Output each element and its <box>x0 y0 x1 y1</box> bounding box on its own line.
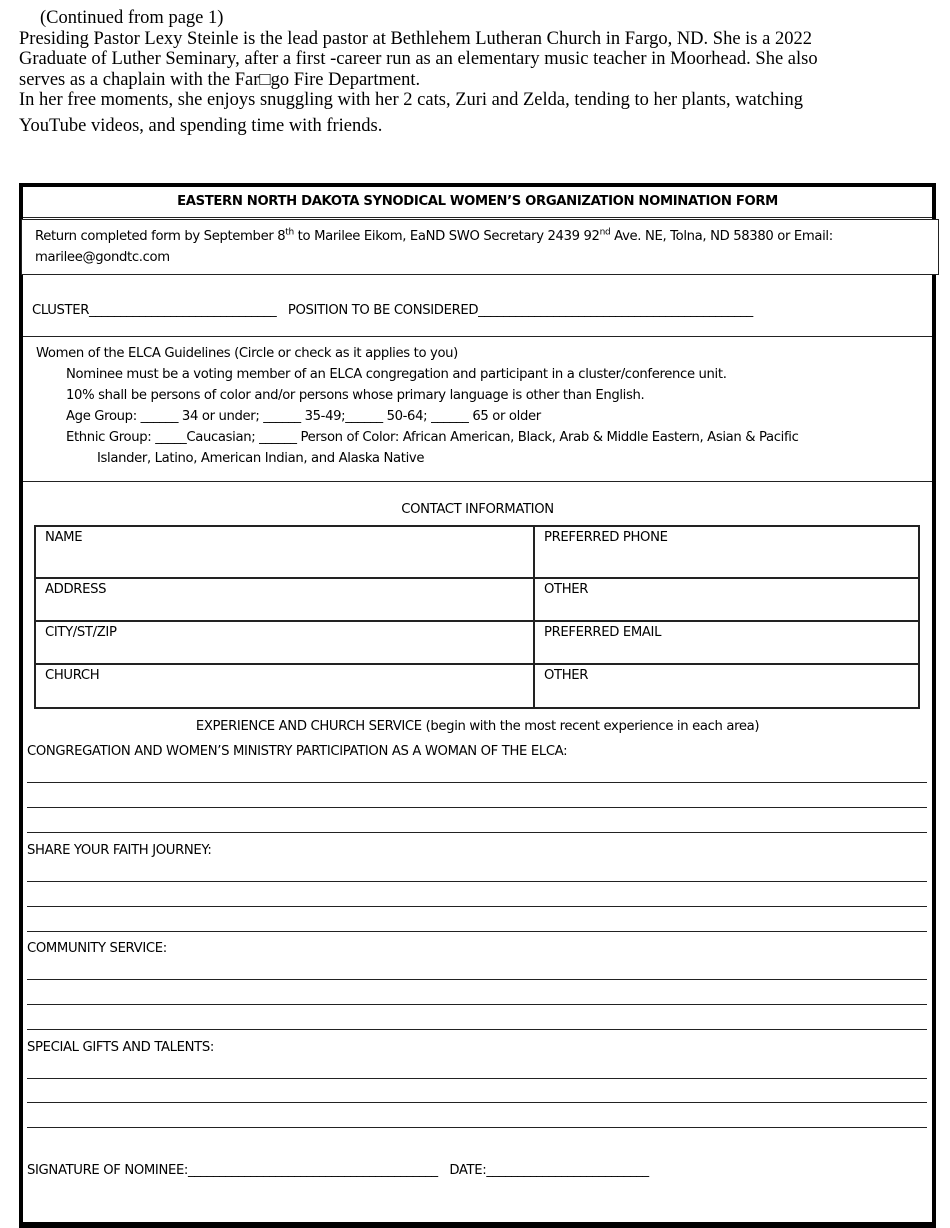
position-field[interactable]: ____________________________________________ <box>478 303 753 318</box>
writing-line[interactable] <box>27 1078 927 1079</box>
writing-line[interactable] <box>27 807 927 808</box>
cluster-position-row <box>23 277 932 337</box>
date-label: DATE: <box>449 1163 487 1178</box>
date-field[interactable]: __________________________ <box>486 1163 649 1178</box>
writing-line[interactable] <box>27 906 927 907</box>
contact-row <box>35 621 919 664</box>
ordinal-suffix: th <box>285 227 294 238</box>
preferred-email-field[interactable]: PREFERRED EMAIL <box>534 621 919 664</box>
contact-row <box>35 526 919 578</box>
ordinal-suffix: nd <box>599 227 611 238</box>
return-text: to Marilee Eikom, EaND SWO Secretary 2439 92 <box>293 229 600 244</box>
other-phone-field[interactable]: OTHER <box>534 578 919 621</box>
writing-line[interactable] <box>27 931 927 932</box>
bio-line: In her free moments, she enjoys snuggling with her 2 cats, Zuri and Zelda, tending to her plants, watching <box>19 90 804 110</box>
signature-field[interactable]: ________________________________________ <box>188 1163 438 1178</box>
age-group-options[interactable]: Age Group: ______ 34 or under; ______ 35-49;______ 50-64; ______ 65 or older <box>66 409 541 424</box>
contact-row <box>35 664 919 708</box>
bio-line: YouTube videos, and spending time with friends. <box>19 115 383 136</box>
other-email-field[interactable]: OTHER <box>534 664 919 708</box>
writing-line[interactable] <box>27 979 927 980</box>
guideline-rule: Nominee must be a voting member of an ELCA congregation and participant in a cluster/conference unit. <box>66 367 727 382</box>
writing-line[interactable] <box>27 782 927 783</box>
writing-line[interactable] <box>27 881 927 882</box>
section-label-gifts-talents: SPECIAL GIFTS AND TALENTS: <box>27 1040 214 1055</box>
church-field[interactable]: CHURCH <box>35 664 534 708</box>
bio-line: Graduate of Luther Seminary, after a first -career run as an elementary music teacher in Moorhead. She also <box>19 49 818 69</box>
return-text: Ave. NE, Tolna, ND 58380 or Email: <box>610 229 833 244</box>
section-label-community-service: COMMUNITY SERVICE: <box>27 941 167 956</box>
position-label: POSITION TO BE CONSIDERED <box>287 303 479 318</box>
ethnic-group-options-cont: Islander, Latino, American Indian, and Alaska Native <box>97 451 425 466</box>
section-label-faith-journey: SHARE YOUR FAITH JOURNEY: <box>27 843 212 858</box>
bio-line: Presiding Pastor Lexy Steinle is the lead pastor at Bethlehem Lutheran Church in Fargo, ND. She is a 2022 <box>19 28 812 49</box>
nomination-form <box>19 183 936 1226</box>
writing-line[interactable] <box>27 1029 927 1030</box>
guidelines-heading: Women of the ELCA Guidelines (Circle or check as it applies to you) <box>36 346 458 361</box>
guidelines-section <box>23 338 932 482</box>
contact-table <box>34 525 920 709</box>
bio-line: serves as a chaplain with the Far□go Fire Department. <box>19 69 421 90</box>
guideline-rule: 10% shall be persons of color and/or persons whose primary language is other than English. <box>66 388 645 403</box>
cluster-field[interactable]: ______________________________ <box>89 303 277 318</box>
form-title: EASTERN NORTH DAKOTA SYNODICAL WOMEN’S ORGANIZATION NOMINATION FORM <box>23 187 932 218</box>
ethnic-group-options[interactable]: Ethnic Group: _____Caucasian; ______ Person of Color: African American, Black, Arab & Middle Eastern, Asian & Pacific <box>66 430 799 445</box>
return-email[interactable]: marilee@gondtc.com <box>35 250 170 265</box>
return-instructions <box>21 219 939 275</box>
address-field[interactable]: ADDRESS <box>35 578 534 621</box>
writing-line[interactable] <box>27 1102 927 1103</box>
contact-row <box>35 578 919 621</box>
experience-heading: EXPERIENCE AND CHURCH SERVICE (begin with the most recent experience in each area) <box>195 719 760 734</box>
preferred-phone-field[interactable]: PREFERRED PHONE <box>534 526 919 578</box>
contact-info-heading: CONTACT INFORMATION <box>401 502 554 517</box>
section-label-congregation: CONGREGATION AND WOMEN’S MINISTRY PARTICIPATION AS A WOMAN OF THE ELCA: <box>27 744 568 759</box>
name-field[interactable]: NAME <box>35 526 534 578</box>
cluster-label: CLUSTER <box>32 303 90 318</box>
continued-note: (Continued from page 1) <box>40 8 224 28</box>
writing-line[interactable] <box>27 1127 927 1128</box>
writing-line[interactable] <box>27 1004 927 1005</box>
city-st-zip-field[interactable]: CITY/ST/ZIP <box>35 621 534 664</box>
signature-row <box>27 1163 649 1178</box>
signature-label: SIGNATURE OF NOMINEE: <box>27 1163 189 1178</box>
return-text: Return completed form by September 8 <box>35 229 286 244</box>
intro-text <box>19 8 939 136</box>
writing-line[interactable] <box>27 832 927 833</box>
